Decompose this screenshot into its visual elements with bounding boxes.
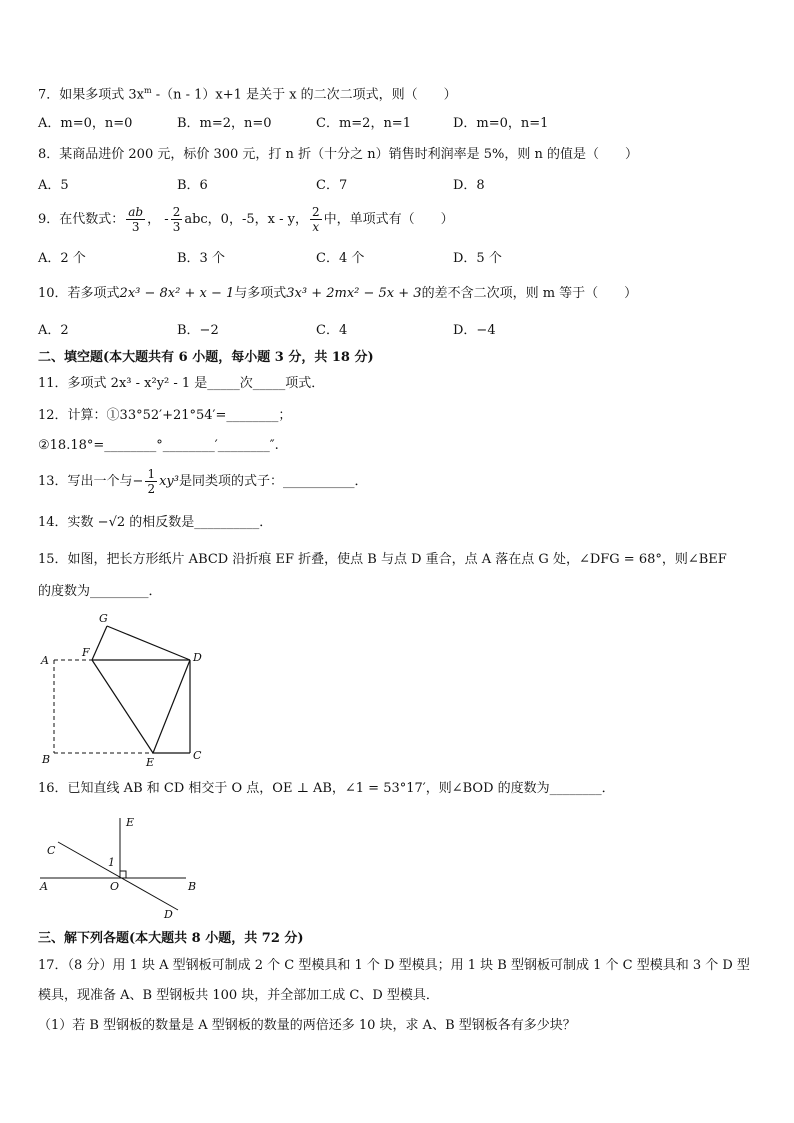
line-cd — [58, 842, 178, 910]
q10-option-b[interactable]: B．−2 — [177, 323, 219, 338]
q9-option-b[interactable]: B．3 个 — [177, 251, 225, 266]
q10-option-d[interactable]: D．−4 — [453, 323, 496, 338]
q7-option-b[interactable]: B．m=2，n=0 — [177, 116, 272, 131]
question-12-part-1: 12．计算：①33°52′+21°54′=________； — [38, 408, 292, 423]
edge-gd — [107, 626, 190, 660]
question-10: 10．若多项式2x³ − 8x² + x − 1与多项式3x³ + 2mx² − 5x + 3的差不含二次项，则 m 等于（ ） — [38, 286, 638, 301]
edge-gf — [92, 626, 107, 660]
figure-intersecting-lines — [36, 814, 216, 922]
q9-option-c[interactable]: C．4 个 — [316, 251, 365, 266]
angle-1-label: 1 — [108, 856, 115, 869]
q9-option-d[interactable]: D．5 个 — [453, 251, 502, 266]
question-13: 13．写出一个与− $\frac{1}{2}$ xy³是同类项的式子：___________． — [38, 467, 368, 496]
question-8: 8．某商品进价 200 元，标价 300 元，打 n 折（十分之 n）销售时利润率是 5%，则 n 的值是（ ） — [38, 147, 638, 162]
question-15-line-1: 15．如图，把长方形纸片 ABCD 沿折痕 EF 折叠，使点 B 与点 D 重合，点 A 落在点 G 处，∠DFG = 68°，则∠BEF — [38, 552, 727, 567]
q7-option-a[interactable]: A．m=0，n=0 — [38, 116, 133, 131]
question-17-line-1: 17．（8 分）用 1 块 A 型钢板可制成 2 个 C 型模具和 1 个 D 型模具；用 1 块 B 型钢板可制成 1 个 C 型模具和 3 个 D 型 — [38, 958, 750, 973]
fraction-1-over-2: $\frac{1}{2}$ — [147, 467, 156, 496]
label-b: B — [188, 880, 197, 893]
question-15-line-2: 的度数为_________． — [38, 584, 162, 599]
label-a: A — [40, 880, 48, 893]
label-d: D — [164, 908, 173, 921]
q8-option-d[interactable]: D．8 — [453, 178, 485, 193]
q7-option-d[interactable]: D．m=0，n=1 — [453, 116, 549, 131]
question-17-part-1: （1）若 B 型钢板的数量是 A 型钢板的数量的两倍还多 10 块，求 A、B 型钢板各有多少块？ — [38, 1018, 576, 1033]
label-o: O — [110, 880, 120, 893]
q10-option-a[interactable]: A．2 — [38, 323, 69, 338]
section-2-heading: 二、填空题(本大题共有 6 小题，每小题 3 分，共 18 分) — [38, 350, 374, 365]
question-7: 7．如果多项式 $3x^m$ -（n - 1）x+1 是关于 x 的二次二项式，则（ ） — [38, 86, 457, 103]
q9-option-a[interactable]: A．2 个 — [38, 251, 86, 266]
question-16: 16．已知直线 AB 和 CD 相交于 O 点，OE ⊥ AB，∠1 = 53°17′，则∠BOD 的度数为________． — [38, 781, 615, 796]
polynomial-2: 3x³ + 2mx² − 5x + 3 — [286, 286, 422, 301]
question-11: 11．多项式 2x³ - x²y² - 1 是_____次_____项式． — [38, 376, 325, 391]
section-3-heading: 三、解下列各题(本大题共 8 小题，共 72 分) — [38, 931, 304, 946]
q8-option-c[interactable]: C．7 — [316, 178, 348, 193]
label-a: A — [41, 654, 49, 667]
label-e: E — [126, 816, 135, 829]
polynomial-1: 2x³ − 8x² + x − 1 — [119, 286, 235, 301]
question-12-part-2: ②18.18°=________°________′________″. — [38, 438, 279, 453]
edge-fe — [92, 660, 153, 753]
figure-rectangle-fold — [36, 608, 216, 768]
label-c: C — [193, 749, 202, 762]
fraction-2-over-3: $\frac{2}{3}$ — [172, 205, 181, 234]
q7-option-c[interactable]: C．m=2，n=1 — [316, 116, 411, 131]
label-e: E — [146, 756, 155, 768]
q10-option-c[interactable]: C．4 — [316, 323, 348, 338]
label-c: C — [47, 844, 56, 857]
q8-option-b[interactable]: B．6 — [177, 178, 208, 193]
label-g: G — [99, 612, 108, 625]
question-17-line-2: 模具，现准备 A、B 型钢板共 100 块，并全部加工成 C、D 型模具． — [38, 988, 439, 1003]
label-d: D — [193, 651, 202, 664]
q8-option-a[interactable]: A．5 — [38, 178, 69, 193]
label-f: F — [82, 646, 90, 659]
edge-ed — [153, 660, 190, 753]
label-b: B — [42, 753, 51, 766]
fraction-2-over-x: $\frac{2}{x}$ — [311, 205, 320, 234]
right-angle-mark — [120, 871, 126, 878]
fraction-ab-over-3: $\frac{ab}{3}$ — [128, 205, 144, 234]
question-14: 14．实数 −√2 的相反数是__________． — [38, 515, 273, 530]
question-9: 9．在代数式： $\frac{ab}{3}$ ， - $\frac{2}{3}$ abc，0，-5，x - y， $\frac{2}{x}$ 中，单项式有（ ） — [38, 205, 454, 234]
